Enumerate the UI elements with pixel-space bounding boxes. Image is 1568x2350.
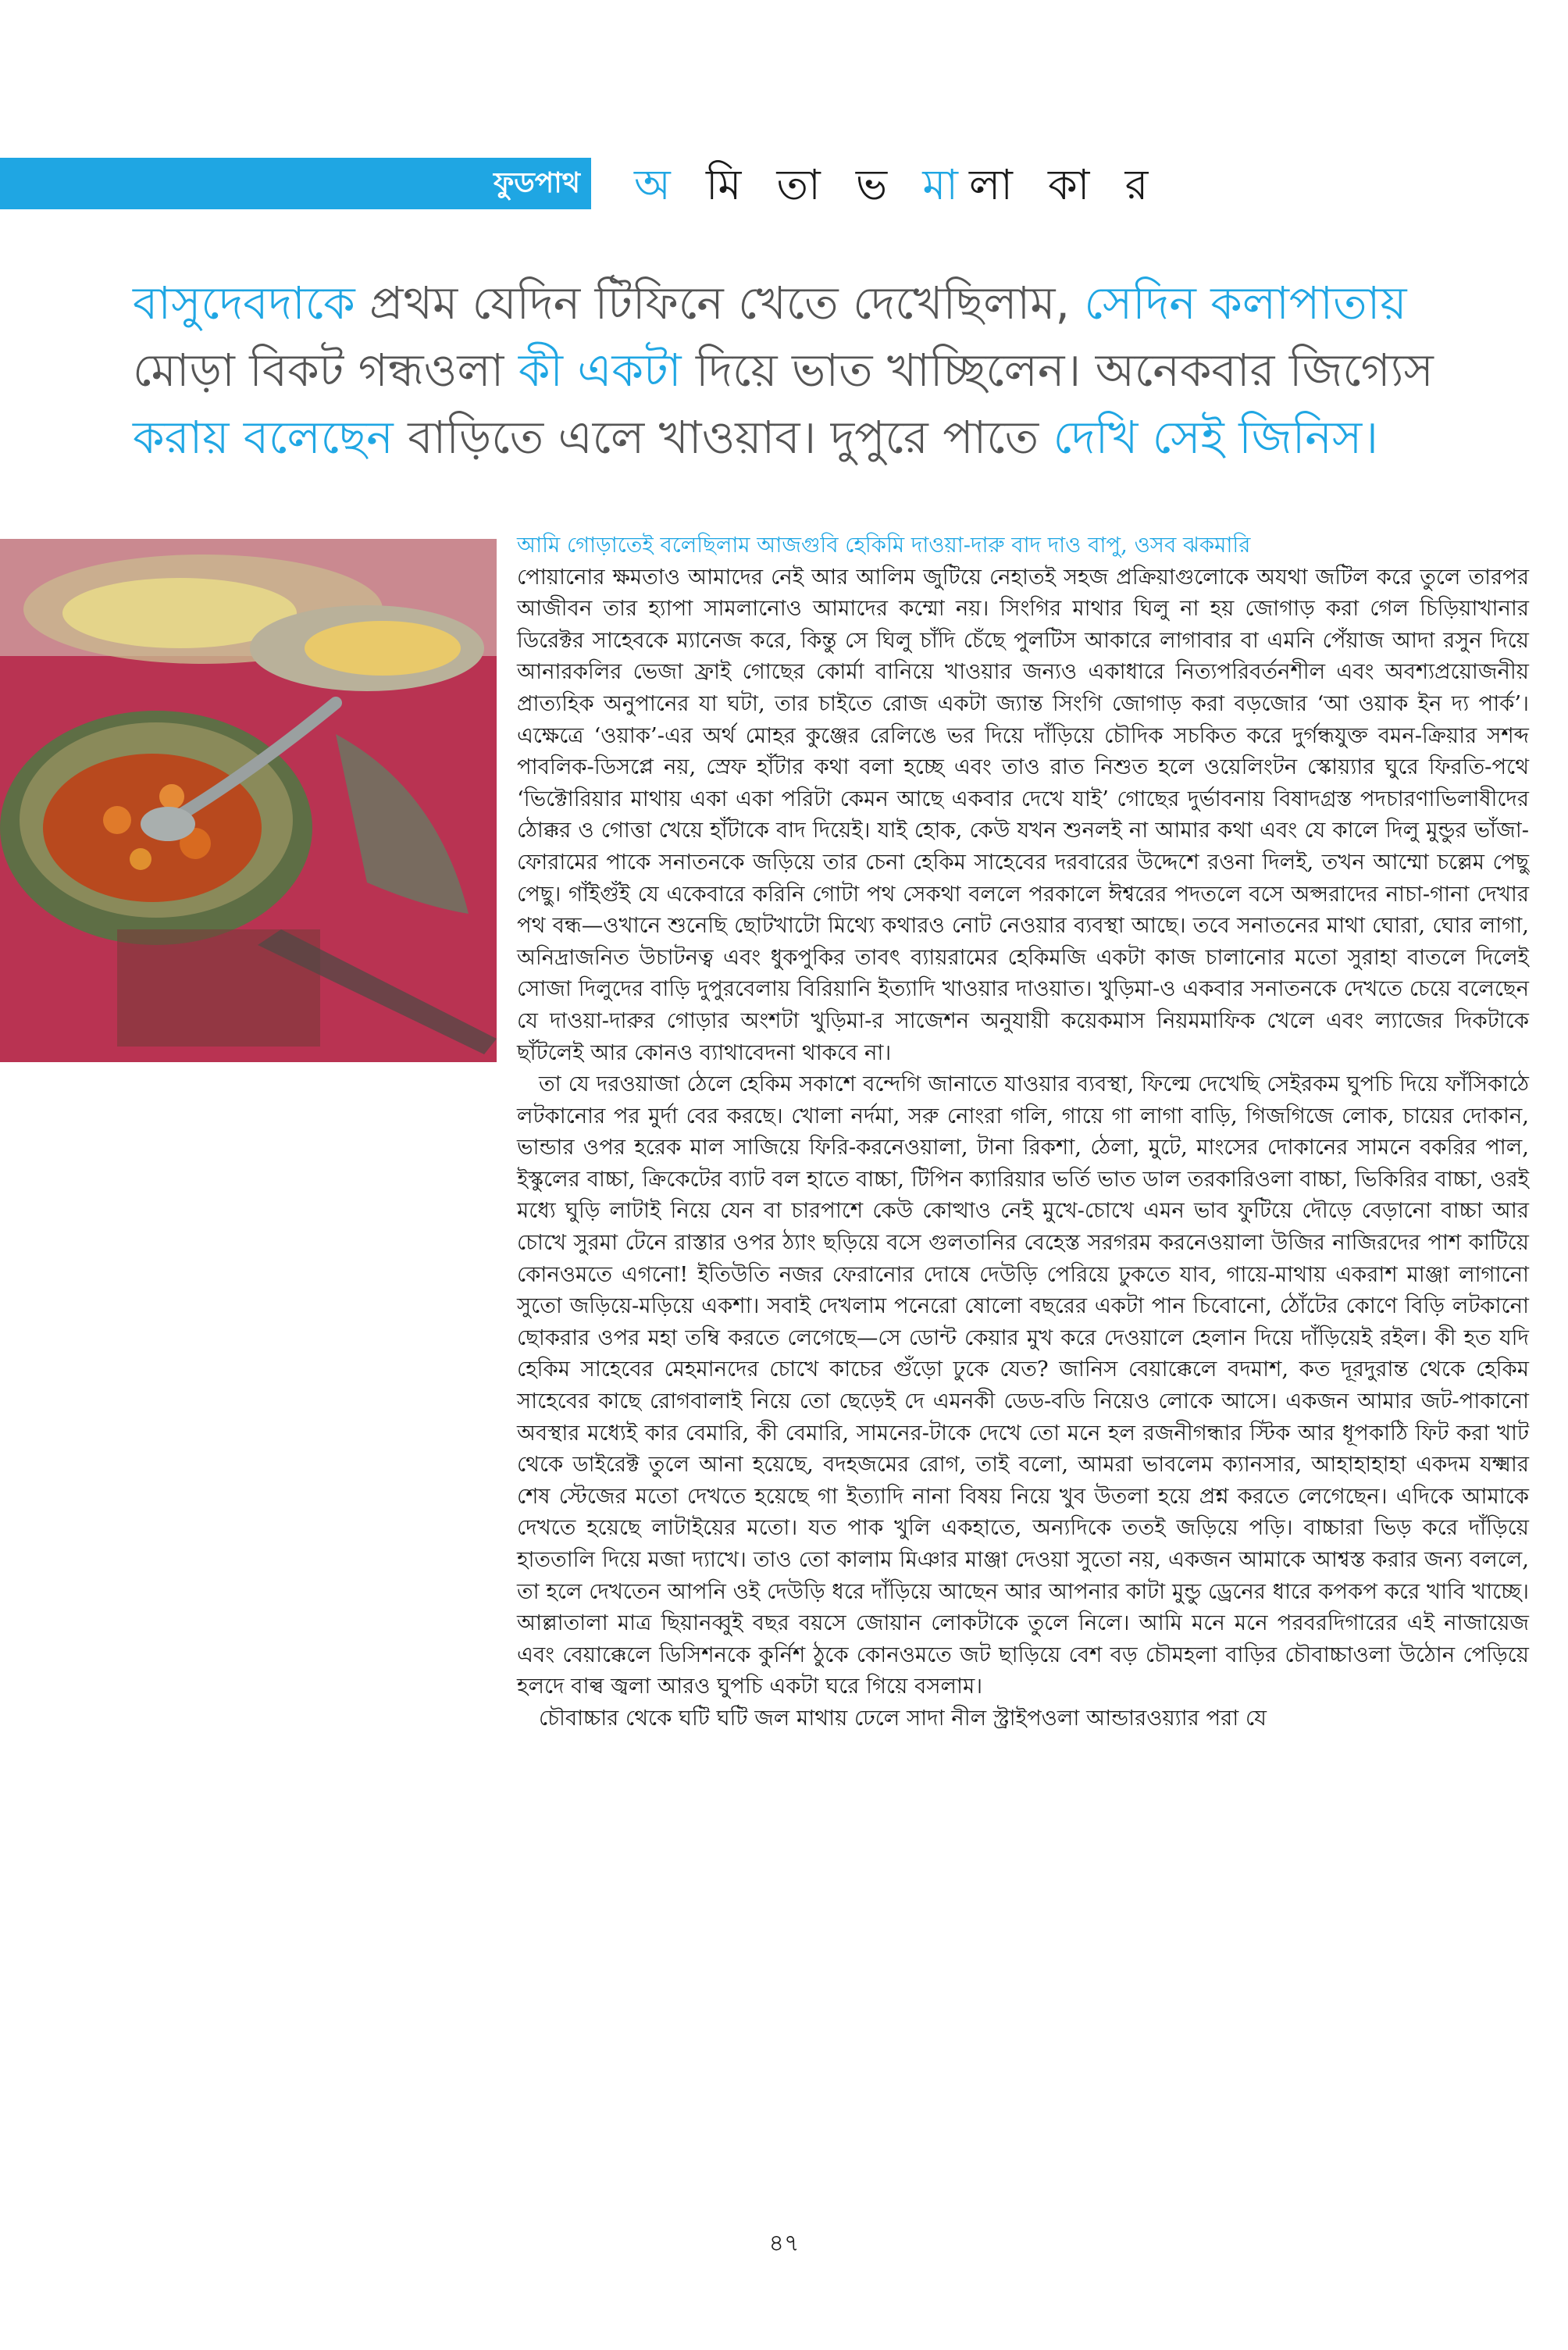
article-body [517,530,1529,1735]
lead-highlight: কী একটা [518,344,682,397]
lead-highlight: বাসুদেবদাকে [133,276,355,330]
food-photo-illustration [0,539,497,1062]
lead-paragraph [133,269,1452,471]
body-paragraph: চৌবাচ্চার থেকে ঘটি ঘটি জল মাথায় ঢেলে সাদা নীল স্ট্রাইপওলা আন্ডারওয়্যার পরা যে [539,1705,1267,1731]
body-subhead: আমি গোড়াতেই বলেছিলাম আজগুবি হেকিমি দাওয়া-দারু বাদ দাও বাপু, ওসব ঝকমারি [517,533,1251,558]
author-initial: অ [634,160,682,209]
lead-text: প্রথম যেদিন টিফিনে খেতে দেখেছিলাম, [355,276,1085,330]
lead-text: মোড়া বিকট গন্ধওলা [133,344,519,397]
lead-text: বাড়িতে এলে খাওয়াব। দুপুরে পাতে [393,411,1053,464]
author-byline [634,159,1159,211]
section-header-bar [0,158,591,209]
author-name-part: মি তা ভ [705,160,899,209]
lead-text: দিয়ে ভাত খাচ্ছিলেন। অনেকবার জিগ্যেস [681,344,1434,397]
author-surname-initial: মা [922,160,969,209]
page-number: ৪৭ [768,2230,800,2257]
lead-highlight: দেখি সেই জিনিস। [1053,411,1378,464]
lead-highlight: সেদিন কলাপাতায় [1084,276,1407,330]
body-paragraph: তা যে দরওয়াজা ঠেলে হেকিম সকাশে বন্দেগি জানাতে যাওয়ার ব্যবস্থা, ফিল্মে দেখেছি সেইরকম ঘুপচি দিয়ে ফাঁসিকাঠে লটকানোর পর মুর্দা বের করছে। খোলা নর্দমা, সরু নোংরা গলি, গায়ে গা লাগা বাড়ি, গিজগিজে লোক, চায়ের দোকান, ভান্ডার ওপর হরেক মাল সাজিয়ে ফিরি-করনেওয়ালা, টানা রিকশা, ঠেলা, মুটে, মাংসের দোকানের সামনে বকরির পাল, ইস্কুলের বাচ্চা, ক্রিকেটের ব্যাট বল হাতে বাচ্চা, টিপিন ক্যারিয়ার ভর্তি ভাত ডাল তরকারিওলা বাচ্চা, ভিকিরির বাচ্চা, ওরই মধ্যে ঘুড়ি লাটাই নিয়ে যেন বা চারপাশে কেউ কোত্থাও নেই মুখে-চোখে এমন ভাব ফুটিয়ে দৌড়ে বেড়ানো বাচ্চা আর চোখে সুরমা টেনে রাস্তার ওপর ঠ্যাং ছড়িয়ে বসে গুলতানির বেহেস্ত সরগরম করনেওয়ালা উজির নাজিরদের পাশ কাটিয়ে কোনওমতে এগনো! ইতিউতি নজর ফেরানোর দোষে দেউড়ি পেরিয়ে ঢুকতে যাব, গায়ে-মাথায় একরাশ মাঞ্জা লাগানো সুতো জড়িয়ে-মড়িয়ে একশা। সবাই দেখলাম পনেরো ষোলো বছরের একটা পান চিবোনো, ঠোঁটের কোণে বিড়ি লটকানো ছোকরার ওপর মহা তম্বি করতে লেগেছে—সে ডোন্ট কেয়ার মুখ করে দেওয়ালে হেলান দিয়ে দাঁড়িয়েই রইল। কী হত যদি হেকিম সাহেবের মেহমানদের চোখে কাচের গুঁড়ো ঢুকে যেত? জানিস বেয়াক্কেলে বদমাশ, কত দূরদুরান্ত থেকে হেকিম সাহেবের কাছে রোগবালাই নিয়ে তো ছেড়েই দে এমনকী ডেড-বডি নিয়েও লোকে আসে। একজন আমার জট-পাকানো অবস্থার মধ্যেই কার বেমারি, কী বেমারি, সামনের-টাকে দেখে তো মনে হল রজনীগন্ধার স্টিক আর ধূপকাঠি ফিট করা খাট থেকে ডাইরেক্ট তুলে আনা হয়েছে, বদহজমের রোগ, তাই বলো, আমরা ভাবলেম ক্যানসার, আহাহাহাহা একদম যক্ষ্মার শেষ স্টেজের মতো দেখতে হয়েছে গা ইত্যাদি নানা বিষয় নিয়ে খুব উতলা হয়ে প্রশ্ন করতে লেগেছেন। এদিকে আমাকে দেখতে হয়েছে লাটাইয়ের মতো। যত পাক খুলি একহাতে, অন্যদিকে ততই জড়িয়ে পড়ি। বাচ্চারা ভিড় করে দাঁড়িয়ে হাততালি দিয়ে মজা দ্যাখে। তাও তো কালাম মিঞার মাঞ্জা দেওয়া সুতো নয়, একজন আমাকে আশ্বস্ত করার জন্য বললে, তা হলে দেখতেন আপনি ওই দেউড়ি ধরে দাঁড়িয়ে আছেন আর আপনার কাটা মুন্ডু ড্রেনের ধারে কপকপ করে খাবি খাচ্ছে। আল্লাতালা মাত্র ছিয়ানব্বুই বছর বয়সে জোয়ান লোকটাকে তুলে নিলে। আমি মনে মনে পরবরদিগারের এই নাজায়েজ এবং বেয়াক্কেলে ডিসিশনকে কুর্নিশ ঠুকে কোনওমতে জট ছাড়িয়ে বেশ বড় চৌমহলা বাড়ির চৌবাচ্চাওলা উঠোন পেড়িয়ে হলদে বাল্ব জ্বলা আরও ঘুপচি একটা ঘরে গিয়ে বসলাম। [517,1072,1529,1699]
food-photo [0,539,497,1062]
lead-highlight: করায় বলেছেন [133,411,394,464]
author-surname-part: লা কা র [968,160,1160,209]
body-paragraph: পোয়ানোর ক্ষমতাও আমাদের নেই আর আলিম জুটিয়ে নেহাতই সহজ প্রক্রিয়াগুলোকে অযথা জটিল করে তুলে তারপর আজীবন তার হ্যাপা সামলানোও আমাদের কম্মো নয়। সিংগির মাথার ঘিলু না হয় জোগাড় করা গেল চিড়িয়াখানার ডিরেক্টর সাহেবকে ম্যানেজ করে, কিন্তু সে ঘিলু চাঁদি চেঁছে পুলটিস আকারে লাগাবার বা এমনি পেঁয়াজ আদা রসুন দিয়ে আনারকলির ভেজা ফ্রাই গোছের কোর্মা বানিয়ে খাওয়ার জন্যও একাধারে নিত্যপরিবর্তনশীল এবং অবশ্যপ্রয়োজনীয় প্রাত্যহিক অনুপানের যা ঘটা, তার চাইতে রোজ একটা জ্যান্ত সিংগি জোগাড় করা বড়জোর ‘আ ওয়াক ইন দ্য পার্ক’। এক্ষেত্রে ‘ওয়াক’-এর অর্থ মোহর কুঞ্জের রেলিঙে ভর দিয়ে দাঁড়িয়ে চৌদিক সচকিত করে দুর্গন্ধযুক্ত বমন-ক্রিয়ার সশব্দ পাবলিক-ডিসপ্লে নয়, স্রেফ হাঁটার কথা বলা হচ্ছে এবং তাও রাত নিশুত হলে ওয়েলিংটন স্কোয়্যার ঘুরে ফিরতি-পথে ‘ভিক্টোরিয়ার মাথায় একা একা পরিটা কেমন আছে একবার দেখে যাই’ গোছের দুর্ভাবনায় বিষাদগ্রস্ত পদচারণাভিলাষীদের ঠোক্কর ও গোত্তা খেয়ে হাঁটাকে বাদ দিয়েই। যাই হোক, কেউ যখন শুনলই না আমার কথা এবং যে কালে দিলু মুন্ডুর ভাঁজা-ফোরামের পাকে সনাতনকে জড়িয়ে তার চেনা হেকিম সাহেবের দরবারের উদ্দেশে রওনা দিলই, তখন আম্মো চল্লেম পেছু পেছু। গাঁইগুঁই যে একেবারে করিনি গোটা পথ সেকথা বললে পরকালে ঈশ্বরের পদতলে বসে অপ্সরাদের নাচা-গানা দেখার পথ বন্ধ—ওখানে শুনেছি ছোটখাটো মিথ্যে কথারও নোট নেওয়ার ব্যবস্থা আছে। তবে সনাতনের মাথা ঘোরা, ঘোর লাগা, অনিদ্রাজনিত উচাটনত্ব এবং ধুকপুকির তাবৎ ব্যায়রামের হেকিমজি একটা কাজ চালানোর মতো সুরাহা বাতলে দিলেই সোজা দিলুদের বাড়ি দুপুরবেলায় বিরিয়ানি ইত্যাদি খাওয়ার দাওয়াত। খুড়িমা-ও একবার সনাতনকে দেখতে চেয়ে বলেছেন যে দাওয়া-দারুর গোড়ার অংশটা খুড়িমা-র সাজেশন অনুযায়ী কয়েকমাস নিয়মমাফিক খেলে এবং ল্যাজের দিকটাকে ছাঁটলেই আর কোনও ব্যাথাবেদনা থাকবে না। [517,564,1529,1065]
section-tag: ফুডপাথ [494,167,580,199]
